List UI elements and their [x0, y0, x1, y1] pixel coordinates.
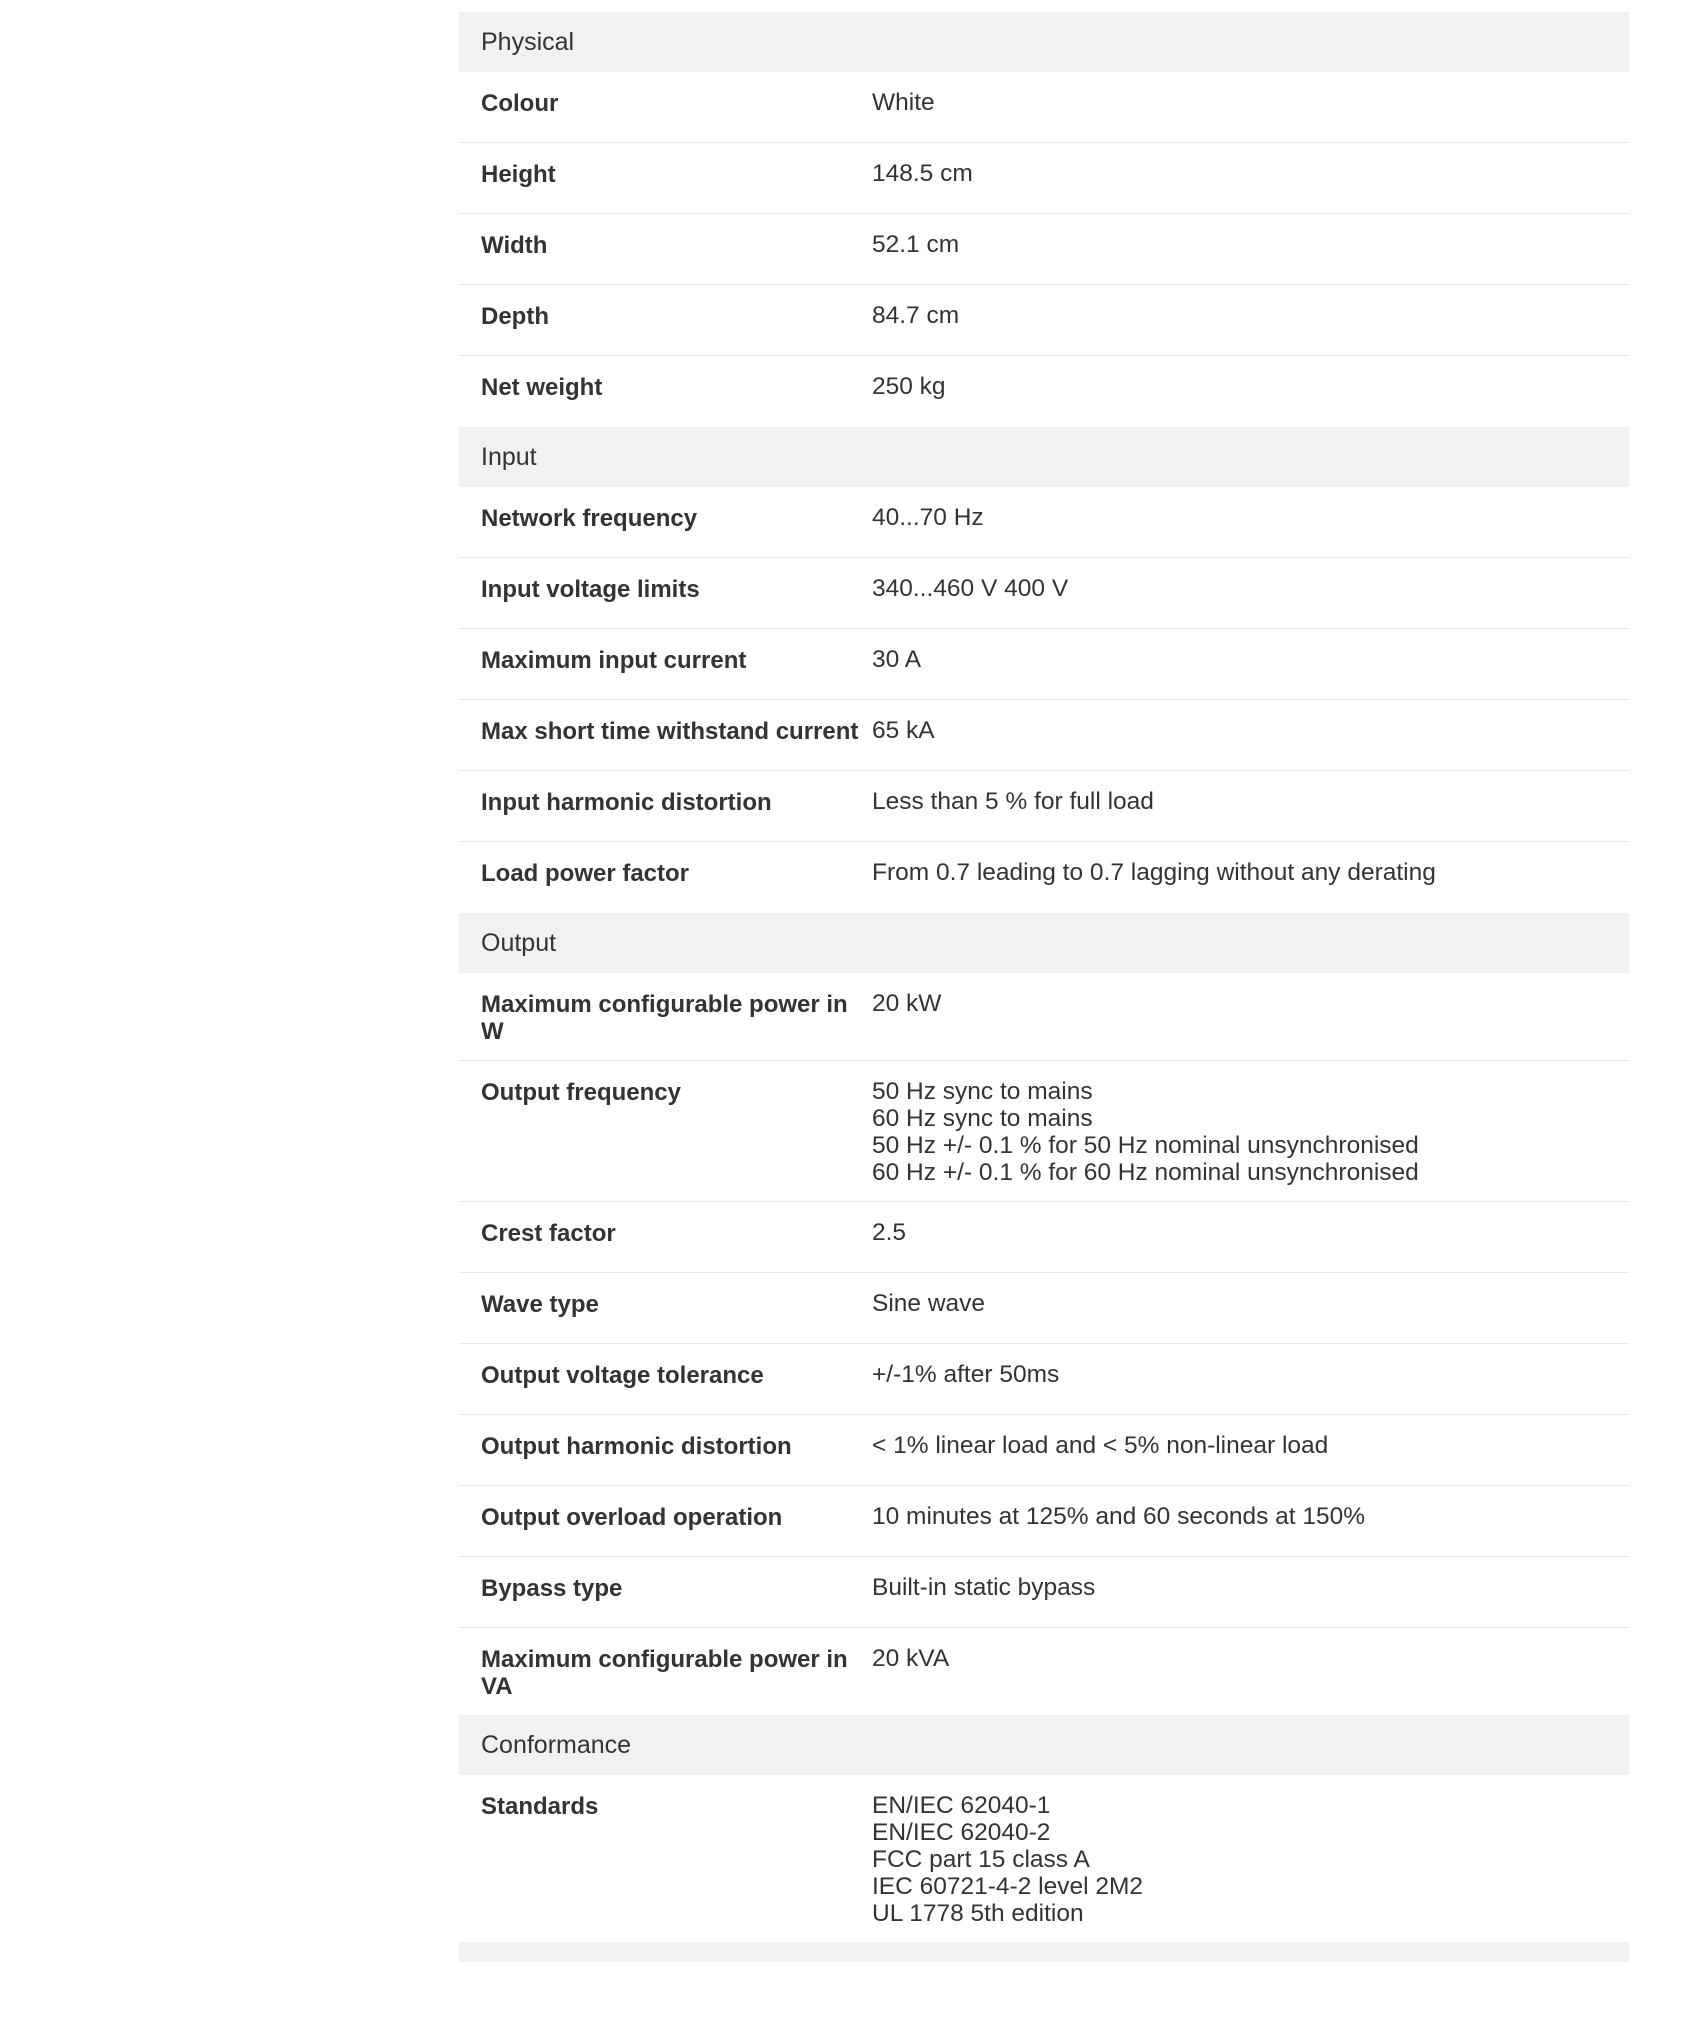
spec-row: [459, 72, 1629, 143]
spec-value: [872, 1432, 1629, 1470]
spec-value: [872, 788, 1629, 826]
spec-row: [459, 629, 1629, 700]
next-section-strip: [459, 1942, 1629, 1962]
spec-label: Load power factor: [481, 860, 690, 887]
spec-row: [459, 285, 1629, 356]
spec-value-line: White: [872, 89, 935, 116]
spec-label: Standards: [481, 1793, 599, 1820]
spec-value-line: 340...460 V 400 V: [872, 575, 1069, 602]
spec-value-line: FCC part 15 class A: [872, 1846, 1090, 1873]
spec-value-line: 52.1 cm: [872, 231, 960, 258]
spec-row: [459, 356, 1629, 427]
spec-value-line: 84.7 cm: [872, 302, 960, 329]
spec-label: Colour: [481, 90, 559, 117]
spec-label: Width: [481, 232, 548, 259]
spec-value-line: IEC 60721-4-2 level 2M2: [872, 1873, 1144, 1900]
spec-row: [459, 1202, 1629, 1273]
spec-value-line: Sine wave: [872, 1290, 986, 1317]
spec-value: [872, 373, 1629, 412]
spec-label: Depth: [481, 303, 549, 330]
spec-row: [459, 1344, 1629, 1415]
spec-value-line: < 1% linear load and < 5% non-linear load: [872, 1432, 1329, 1459]
spec-value: [872, 1792, 1629, 1927]
spec-value: [872, 990, 1629, 1045]
spec-value-line: 40...70 Hz: [872, 504, 984, 531]
spec-row: [459, 487, 1629, 558]
spec-row: [459, 214, 1629, 285]
spec-row: [459, 143, 1629, 214]
section-header-conformance: Conformance: [459, 1715, 1629, 1775]
spec-value: [872, 646, 1629, 684]
spec-label: Maximum input current: [481, 647, 747, 674]
spec-value-line: 2.5: [872, 1219, 907, 1246]
spec-value: [872, 1290, 1629, 1328]
spec-row: [459, 1061, 1629, 1202]
spec-label: Net weight: [481, 374, 603, 401]
section-header-output: Output: [459, 913, 1629, 973]
spec-value-line: 20 kW: [872, 990, 942, 1017]
spec-label: Network frequency: [481, 505, 698, 532]
spec-value-line: 30 A: [872, 646, 922, 673]
spec-row: [459, 1273, 1629, 1344]
spec-row: [459, 1486, 1629, 1557]
spec-value-line: 250 kg: [872, 373, 946, 400]
spec-value-line: 50 Hz sync to mains: [872, 1078, 1093, 1105]
spec-label: Bypass type: [481, 1575, 623, 1602]
spec-value-line: 60 Hz +/- 0.1 % for 60 Hz nominal unsynchronised: [872, 1159, 1419, 1186]
spec-row: [459, 842, 1629, 913]
spec-value-line: 20 kVA: [872, 1645, 950, 1672]
spec-label: Crest factor: [481, 1220, 616, 1247]
spec-label: Maximum configurable power in VA: [481, 1646, 848, 1700]
spec-label: Max short time withstand current: [481, 718, 859, 745]
spec-value: [872, 1574, 1629, 1612]
spec-row: [459, 1775, 1629, 1942]
spec-table: [459, 12, 1629, 1962]
spec-value: [872, 1503, 1629, 1541]
spec-label: Output voltage tolerance: [481, 1362, 764, 1389]
spec-value: [872, 1219, 1629, 1257]
spec-value: [872, 859, 1629, 898]
spec-row: [459, 558, 1629, 629]
spec-value-line: +/-1% after 50ms: [872, 1361, 1060, 1388]
spec-value: [872, 89, 1629, 127]
spec-value-line: 10 minutes at 125% and 60 seconds at 150%: [872, 1503, 1366, 1530]
spec-value: [872, 1361, 1629, 1399]
spec-row: [459, 1557, 1629, 1628]
spec-value: [872, 717, 1629, 755]
spec-value-line: Built-in static bypass: [872, 1574, 1096, 1601]
spec-value: [872, 575, 1629, 613]
spec-value-line: UL 1778 5th edition: [872, 1900, 1084, 1927]
section-header-input: Input: [459, 427, 1629, 487]
spec-value-line: Less than 5 % for full load: [872, 788, 1154, 815]
spec-label: Maximum configurable power in W: [481, 991, 848, 1045]
spec-label: Input harmonic distortion: [481, 789, 772, 816]
spec-value: [872, 160, 1629, 198]
spec-label: Input voltage limits: [481, 576, 700, 603]
spec-value-line: 60 Hz sync to mains: [872, 1105, 1093, 1132]
spec-label: Output harmonic distortion: [481, 1433, 792, 1460]
spec-value-line: EN/IEC 62040-2: [872, 1819, 1051, 1846]
spec-label: Output overload operation: [481, 1504, 783, 1531]
spec-value: [872, 504, 1629, 542]
spec-label: Wave type: [481, 1291, 599, 1318]
spec-row: [459, 700, 1629, 771]
spec-value-line: 50 Hz +/- 0.1 % for 50 Hz nominal unsynchronised: [872, 1132, 1419, 1159]
spec-row: [459, 1628, 1629, 1715]
spec-row: [459, 1415, 1629, 1486]
spec-label: Height: [481, 161, 556, 188]
spec-value-line: EN/IEC 62040-1: [872, 1792, 1051, 1819]
spec-value-line: From 0.7 leading to 0.7 lagging without any derating: [872, 859, 1436, 886]
section-header-physical: Physical: [459, 12, 1629, 72]
spec-value: [872, 1078, 1629, 1186]
spec-value-line: 148.5 cm: [872, 160, 973, 187]
spec-value: [872, 302, 1629, 340]
spec-row: [459, 973, 1629, 1061]
spec-label: Output frequency: [481, 1079, 682, 1106]
spec-value: [872, 231, 1629, 269]
spec-value: [872, 1645, 1629, 1700]
spec-value-line: 65 kA: [872, 717, 935, 744]
spec-row: [459, 771, 1629, 842]
